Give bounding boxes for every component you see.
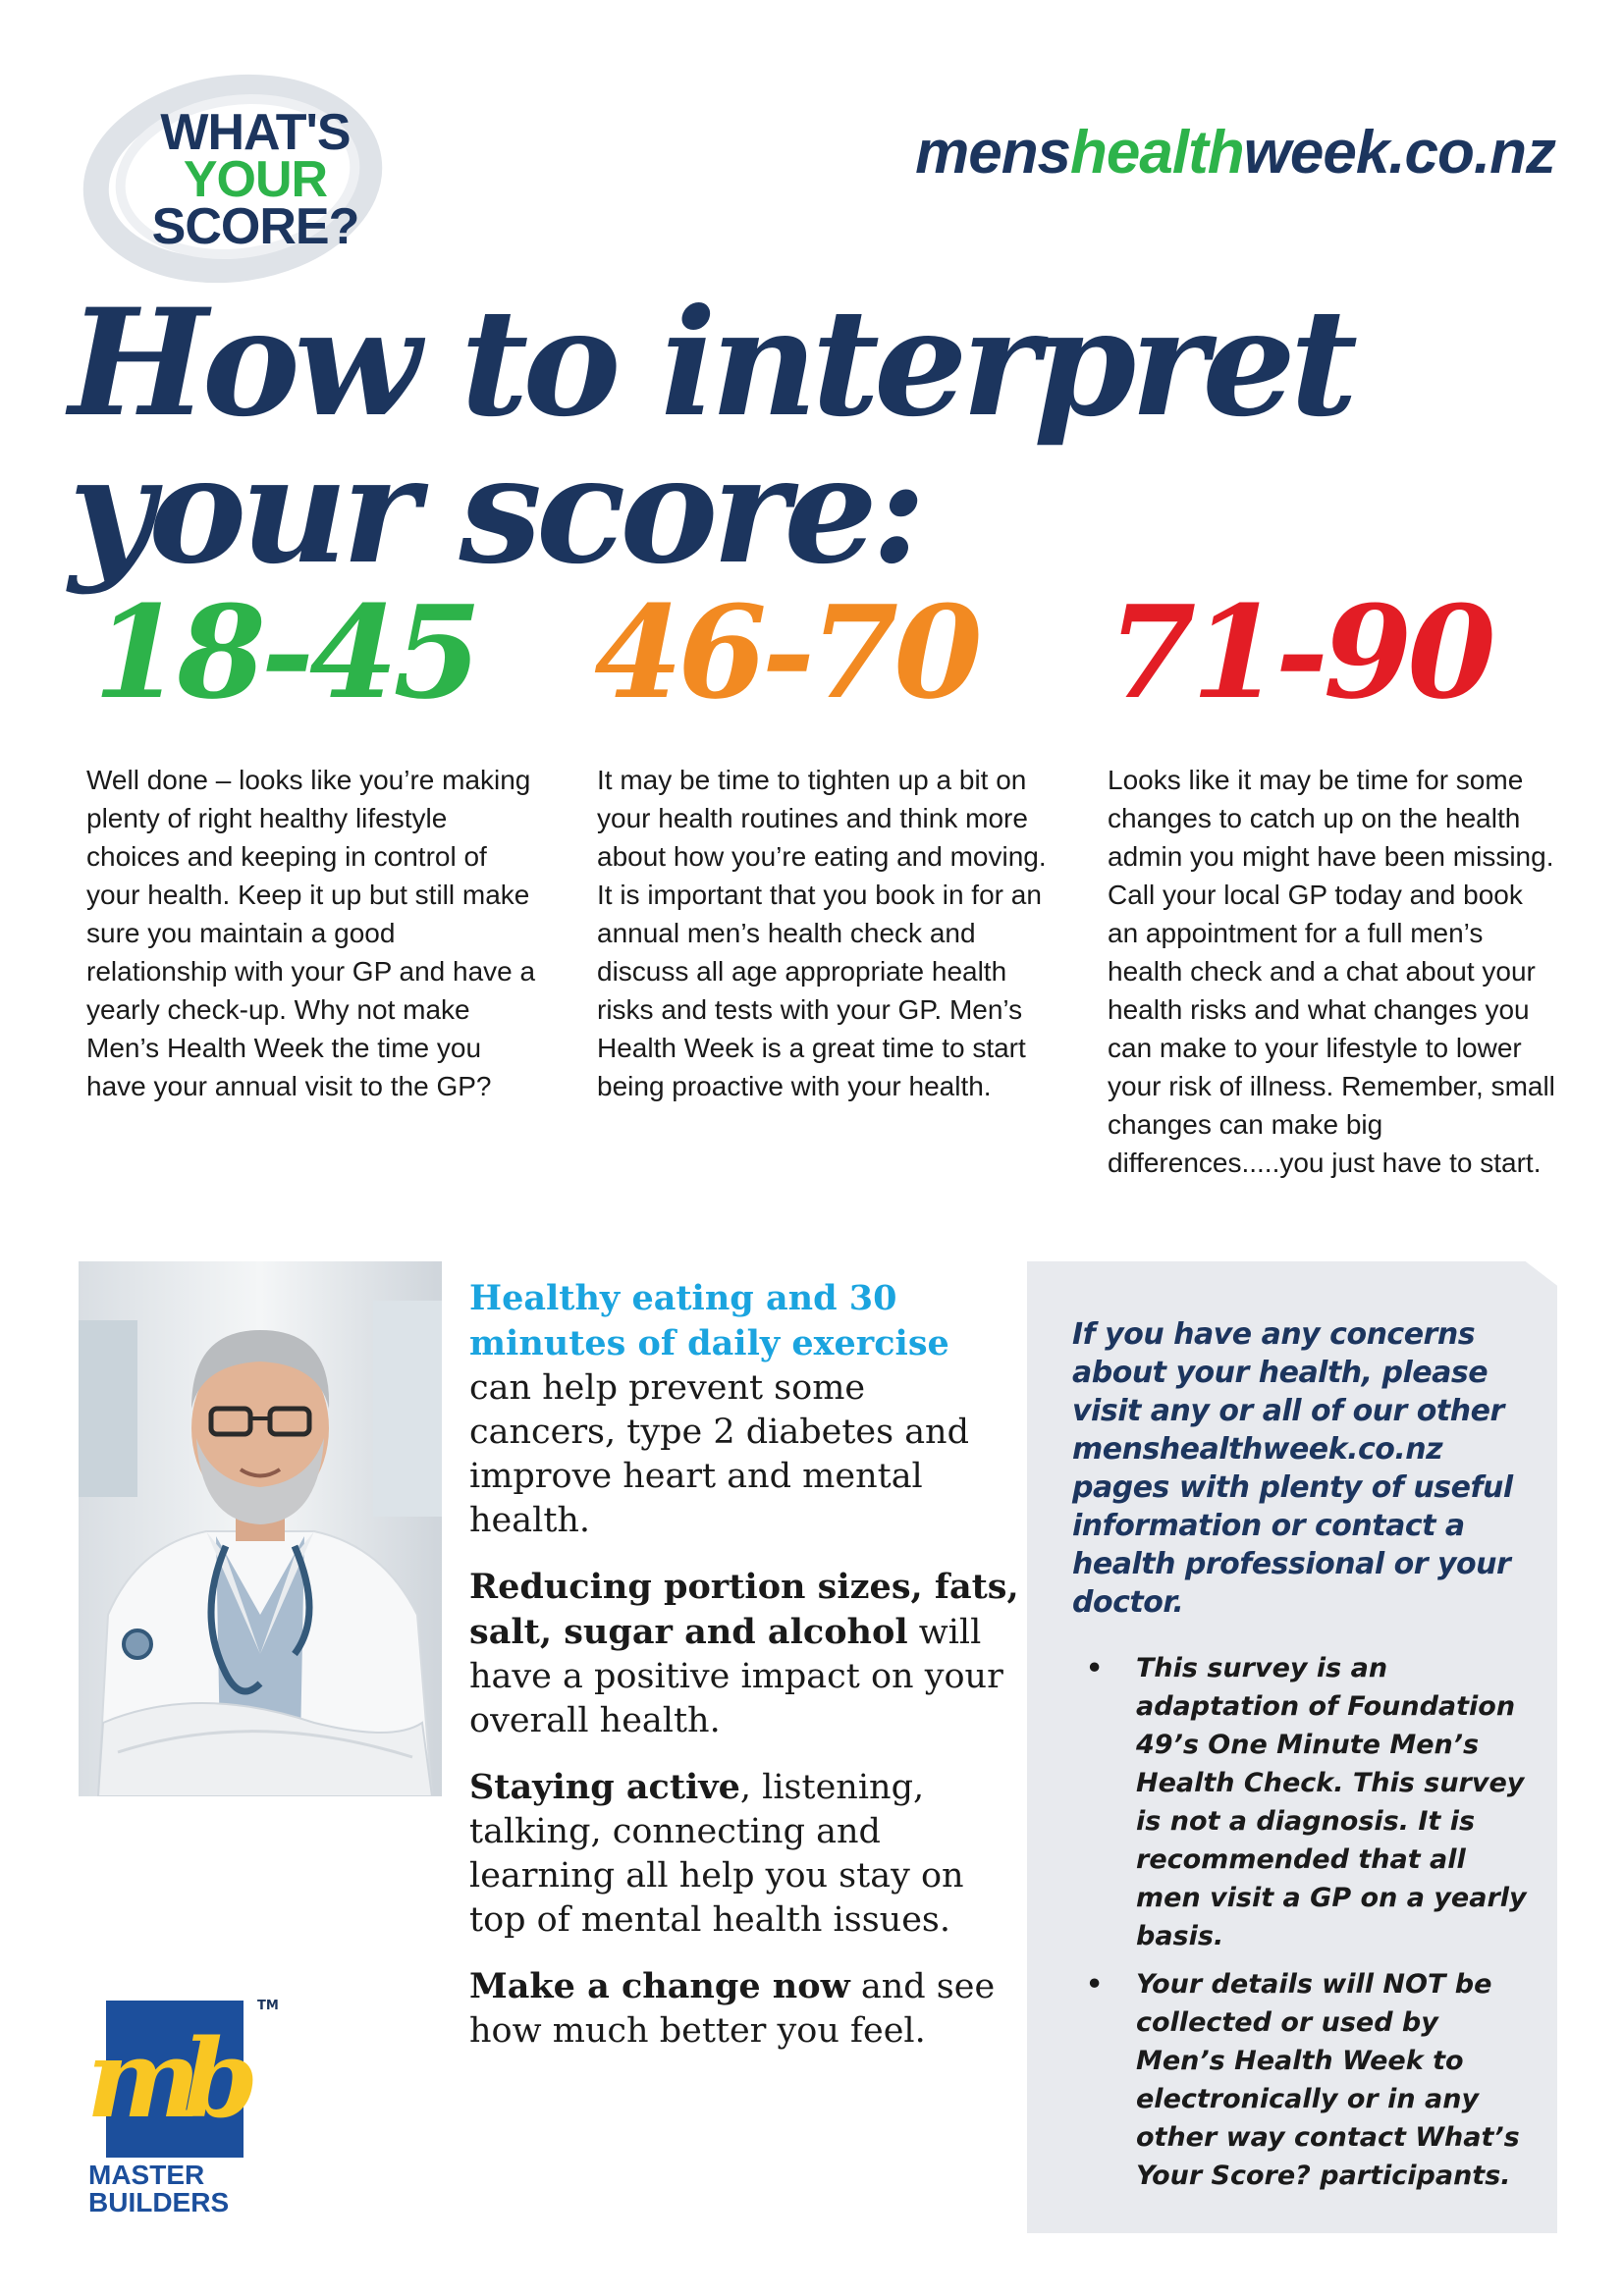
tip-4 <box>469 1964 1019 2054</box>
site-url-part-1: mens <box>915 119 1071 187</box>
site-url-part-3: week.co.nz <box>1243 119 1555 187</box>
score-range-high-description: Looks like it may be time for some changes to catch up on the health admin you might have been missing. Call your local GP today and book an appointment for a full men’s health check and a chat about your health risks and what changes you can make to your lifestyle to lower your risk of illness. Remember, small changes can make big differences.....you just have to start. <box>1108 765 1555 1178</box>
tip-1-text: can help prevent some cancers, type 2 diabetes and improve heart and mental health. <box>469 1368 970 1540</box>
master-builders-wordmark <box>86 2162 245 2216</box>
score-range-mid-description: It may be time to tighten up a bit on your health routines and think more about how you’re eating and moving. It is important that you book in for an annual men’s health check and discuss all age appropriate health risks and tests with your GP. Men’s Health Week is a great time to start being proactive with your health. <box>597 765 1047 1101</box>
info-bullet-1: This survey is an adaptation of Foundation 49’s One Minute Men’s Health Check. This survey is not a diagnosis. It is recommended that all men visit a GP on a yearly basis. <box>1136 1653 1527 1951</box>
sponsor-line-2: BUILDERS <box>88 2187 230 2217</box>
list-item <box>1072 1965 1534 2195</box>
health-tips <box>469 1276 1019 2075</box>
info-bullet-2: Your details will NOT be collected or used by Men’s Health Week to electronically or in any other way contact What’s Your Score? participants. <box>1136 1969 1520 2191</box>
tip-4-bold: Make a change now <box>469 1966 850 2006</box>
trademark-mark: TM <box>257 1999 279 2013</box>
title-line-2: your score: <box>69 424 921 597</box>
tip-3-text: , listening, talking, connecting and learning all help you stay on top of mental health issues. <box>469 1768 964 1940</box>
bullet-icon: • <box>1086 1969 1104 2000</box>
site-url[interactable] <box>915 118 1555 187</box>
doctor-photo <box>79 1261 442 1796</box>
score-range-low: 18-45 <box>93 577 477 727</box>
tip-3-bold: Staying active <box>469 1767 740 1807</box>
logo-line-1: WHAT'S <box>160 104 351 161</box>
tip-1 <box>469 1276 1019 1543</box>
tip-2-text: will have a positive impact on your overall health. <box>469 1613 1003 1740</box>
tip-1-bold: Healthy eating and 30 minutes of daily exercise <box>469 1278 949 1363</box>
title-line-1: How to interpret <box>69 277 1353 450</box>
info-intro: If you have any concerns about your health, please visit any or all of our other menshealthweek.co.nz pages with plenty of useful information or contact a health professional or your doctor. <box>1072 1317 1513 1620</box>
score-range-high: 71-90 <box>1108 577 1491 727</box>
bullet-icon: • <box>1086 1653 1104 1683</box>
mb-monogram: mb <box>86 2015 242 2142</box>
tip-3 <box>469 1765 1019 1943</box>
score-range-mid: 46-70 <box>594 577 978 727</box>
master-builders-logo <box>86 2001 253 2163</box>
tip-2 <box>469 1565 1019 1743</box>
tip-2-bold: Reducing portion sizes, fats, salt, sugar and alcohol <box>469 1567 1019 1652</box>
info-bullet-list <box>1072 1649 1534 2205</box>
logo-line-2: YOUR <box>183 150 328 208</box>
tip-4-text: and see how much better you feel. <box>469 1967 996 2051</box>
list-item <box>1072 1649 1534 1955</box>
logo-line-3: SCORE? <box>151 197 359 255</box>
score-range-low-description: Well done – looks like you’re making plenty of right healthy lifestyle choices and keeping in control of your health. Keep it up but still make sure you maintain a good relationship with your GP and have a yearly check-up. Why not make Men’s Health Week the time you have your annual visit to the GP? <box>86 765 536 1101</box>
site-url-part-2: health <box>1070 119 1244 187</box>
page-title <box>69 277 1561 597</box>
sponsor-line-1: MASTER <box>88 2160 205 2190</box>
whats-your-score-logo <box>137 104 373 255</box>
